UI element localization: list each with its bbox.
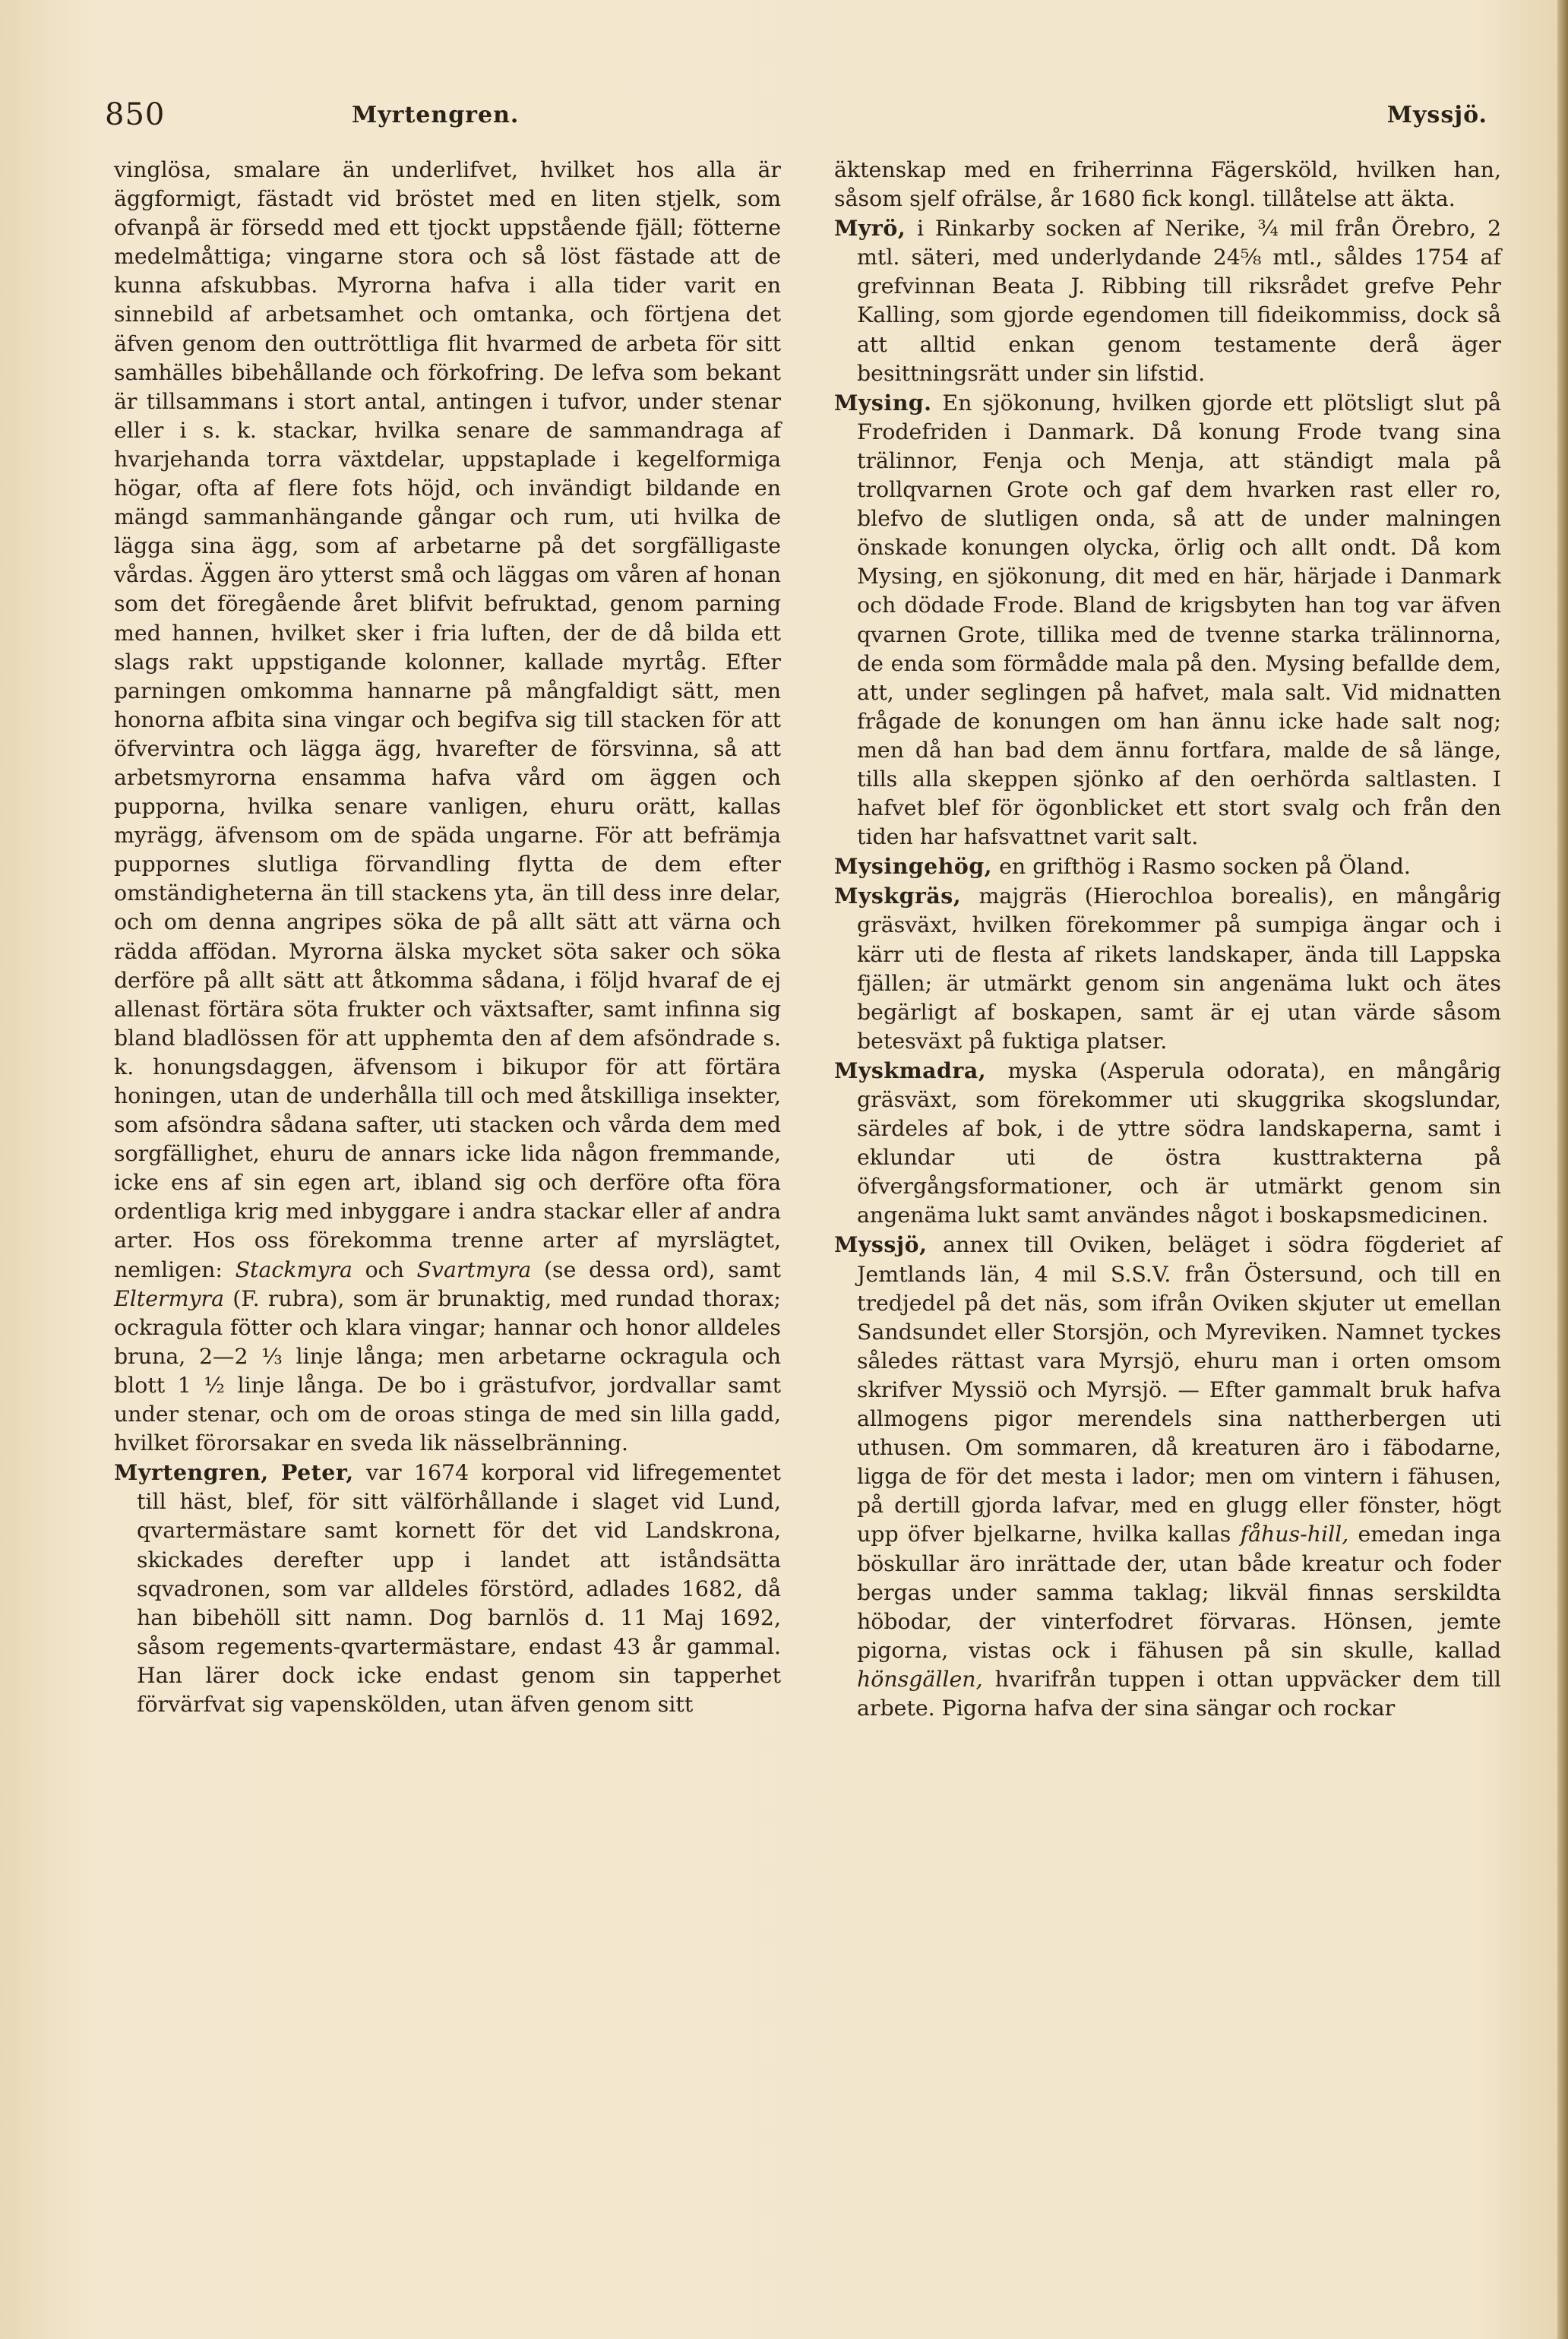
species-eltermyra: Eltermyra: [114, 1285, 225, 1311]
left-column: [114, 156, 781, 1719]
page-number: 850: [105, 97, 166, 132]
headword: Myskmadra,: [834, 1057, 987, 1083]
entry-text: hvarifrån tuppen i ottan uppväcker dem till arbete. Pigorna hafva der sina sängar och rockar: [857, 1666, 1501, 1721]
entry-myror-continuation: [114, 156, 781, 1458]
entry-continuation: äktenskap med en friherrinna Fägersköld, hvilken han, såsom sjelf ofrälse, år 1680 fick kongl. tillåtelse att äkta.: [834, 157, 1501, 212]
species-stackmyra: Stackmyra: [235, 1256, 352, 1282]
species-svartmyra: Svartmyra: [416, 1256, 532, 1282]
entry-text: emedan inga böskullar äro inrättade der, utan både kreatur och foder bergas under samma taklag; likväl finnas serskildta höbodar, der vinterfodret förvaras. Hönsen, jemte pigorna, vistas ock i fähusen på sin skulle, kallad: [857, 1522, 1501, 1663]
entry-myro: [834, 213, 1501, 388]
entry-myskgras: [834, 881, 1501, 1056]
headword: Myrö,: [834, 215, 906, 242]
headword: Mysingehög,: [834, 853, 993, 880]
headword: Myssjö,: [834, 1231, 928, 1258]
entry-text: En sjökonung, hvilken gjorde ett plötsligt slut på Frodefriden i Danmark. Då konung Frode tvang sina trälinnor, Fenja och Menja, att ständigt mala på trollqvarnen Grote och gaf dem hvarken rast eller ro, blefvo de slutligen onda, så att de under malningen önskade konungen olycka, örlig och allt ondt. Då kom Mysing, en sjökonung, dit med en här, härjade i Danmark och dödade Frode. Bland de krigsbyten han tog var äfven qvarnen Grote, tillika med de tvenne starka trälinnorna, de enda som förmådde mala på den. Mysing befallde dem, att, under seglingen på hafvet, mala salt. Vid midnatten frågade de konungen om han ännu icke hade salt nog; men då han bad dem ännu fortfara, malde de så länge, tills alla skeppen sjönko af den oerhörda saltlasten. I hafvet blef för ögonblicket ett stort svalg och från den tiden har hafsvattnet varit salt.: [857, 390, 1501, 850]
headword-myrtengren: Myrtengren,: [114, 1459, 269, 1486]
myror-body: vinglösa, smalare än underlifvet, hvilket hos alla är äggformigt, fästadt vid bröstet med en liten stjelk, som ofvanpå är försedd med ett tjockt uppstående fjäll; fötterne medelmåttiga; vingarne stora och så löst fästade att de kunna afskubbas. Myrorna hafva i alla tider varit en sinnebild af arbetsamhet och omtanka, och förtjena det äfven genom den outtröttliga flit hvarmed de arbeta för sitt samhälles bibehållande och förkofring. De lefva som bekant är tillsammans i stort antal, antingen i tufvor, under stenar eller i s. k. stackar, hvilka senare de sammandraga af hvarjehanda torra växtdelar, uppstaplade i kegelformiga högar, ofta af flere fots höjd, och invändigt bildande en mängd sammanhängande gångar och rum, uti hvilka de lägga sina ägg, som af arbetarne på det sorgfälligaste vårdas. Äggen äro ytterst små och läggas om våren af honan som det föregående året blifvit befruktad, genom parning med hannen, hvilket sker i fria luften, der de då bilda ett slags rakt uppstigande kolonner, kallade myrtåg. Efter parningen omkomma hannarne på mångfaldigt sätt, men honorna afbita sina vingar och begifva sig till stacken för att öfvervintra och lägga ägg, hvarefter de försvinna, så att arbetsmyrorna ensamma hafva vård om äggen och pupporna, hvilka senare vanligen, ehuru orätt, kallas myrägg, äfvensom om de späda ungarne. För att befrämja puppornes slutliga förvandling flytta de dem efter omständigheterna än till stackens yta, än till dess inre delar, och om denna angripes söka de på allt sätt att värna och rädda affödan. Myrorna älska mycket söta saker och söka derföre på allt sätt att åtkomma sådana, i följd hvaraf de ej allenast förtära söta frukter och växtsafter, samt infinna sig bland bladlössen för att upphemta den af dem afsöndrade s. k. honungsdaggen, äfvensom i bikupor för att förtära honingen, utan de underhålla till och med åtskilliga insekter, som afsöndra sådana safter, uti stacken och vårda dem med sorgfällighet, ehuru de annars icke lida någon fremmande, icke ens af sin egen art, ibland sig och derföre ofta föra ordentliga krig med inbyggare i andra stackar eller af andra arter. Hos oss förekomma trenne arter af myrslägtet, nemligen:: [114, 157, 781, 1282]
entry-text: i Rinkarby socken af Nerike, ¾ mil från Örebro, 2 mtl. säteri, med underlydande 24⅝ mtl., såldes 1754 af grefvinnan Beata J. Ribbing till riksrådet grefve Pehr Kalling, som gjorde egendomen till fideikommiss, dock så att alltid enkan genom testamente derå äger besittningsrätt under sin lifstid.: [857, 216, 1502, 386]
species-connector-2: (se dessa ord), samt: [543, 1256, 781, 1282]
italic-term: fåhus-hill,: [1240, 1522, 1349, 1547]
entry-myssjo: [834, 1230, 1501, 1723]
species-connector-1: och: [365, 1256, 404, 1282]
entry-myskmadra: [834, 1056, 1501, 1231]
entry-myrtengren-text: var 1674 korporal vid lifregementet till häst, blef, för sitt välförhållande i slaget vid Lund, qvartermästare samt kornett för det vid Landskrona, skickades derefter upp i landet att iståndsätta sqvadronen, som var alldeles förstörd, adlades 1682, då han bibehöll sitt namn. Dog barnlös d. 11 Maj 1692, såsom regements-qvartermästare, endast 43 år gammal. Han lärer dock icke endast genom sin tapperhet förvärfvat sig vapenskölden, utan äfven genom sitt: [137, 1460, 781, 1717]
right-running-head: Myssjö.: [1386, 102, 1487, 128]
myror-body-end: (F. rubra), som är brunaktig, med rundad thorax; ockragula fötter och klara vingar; hannar och honor alldeles bruna, 2—2 ⅓ linje långa; men arbetarne ockragula och blott 1 ½ linje långa. De bo i grästufvor, jordvallar samt under stenar, och om de oroas stinga de med sin lilla gadd, hvilket förorsakar en sveda lik nässelbränning.: [114, 1285, 782, 1456]
page-header: [97, 91, 1495, 137]
left-running-head: Myrtengren.: [352, 102, 520, 128]
headword-peter: Peter,: [281, 1459, 354, 1486]
headword: Myskgräs,: [834, 883, 962, 909]
page-edge: [1557, 0, 1568, 2339]
right-column: [834, 156, 1501, 1723]
entry-mysing: [834, 388, 1501, 852]
entry-myrtengren: [114, 1458, 781, 1719]
headword: Mysing.: [834, 389, 932, 416]
italic-term: hönsgällen,: [857, 1666, 983, 1692]
entry-text: en grifthög i Rasmo socken på Öland.: [999, 854, 1411, 880]
entry-text: annex till Oviken, beläget i södra fögderiet af Jemtlands län, 4 mil S.S.V. från Östersund, och till en tredjedel på det näs, som ifrån Oviken skjuter ut emellan Sandsundet eller Storsjön, och Myreviken. Namnet tyckes således rättast vara Myrsjö, ehuru man i orten omsom skrifver Myssiö och Myrsjö. — Efter gammalt bruk hafva allmogens pigor merendels sina nattherbergen uti uthusen. Om sommaren, då kreaturen äro i fäbodarne, ligga de för det mesta i lador; men om vintern i fähusen, på dertill gjorda lafvar, med en glugg eller fönster, högt upp öfver bjelkarne, hvilka kallas: [857, 1232, 1501, 1547]
entry-mysingehog: [834, 852, 1501, 881]
entry-text: majgräs (Hierochloa borealis), en mångårig gräsväxt, hvilken förekommer på sumpiga ängar och i kärr uti de flesta af rikets landskaper, ända till Lappska fjällen; är utmärkt genom sin angenäma lukt och ätes begärligt af boskapen, samt är ej utan värde såsom betesväxt på fuktiga platser.: [857, 883, 1501, 1054]
entry-text: myska (Asperula odorata), en mångårig gräsväxt, som förekommer uti skuggrika skogslundar, särdeles af bok, i de yttre södra landskaperna, samt i eklundar uti de östra kusttrakterna på öfvergångsformationer, och är utmärkt genom sin angenäma lukt samt användes något i boskapsmedicinen.: [857, 1057, 1501, 1228]
